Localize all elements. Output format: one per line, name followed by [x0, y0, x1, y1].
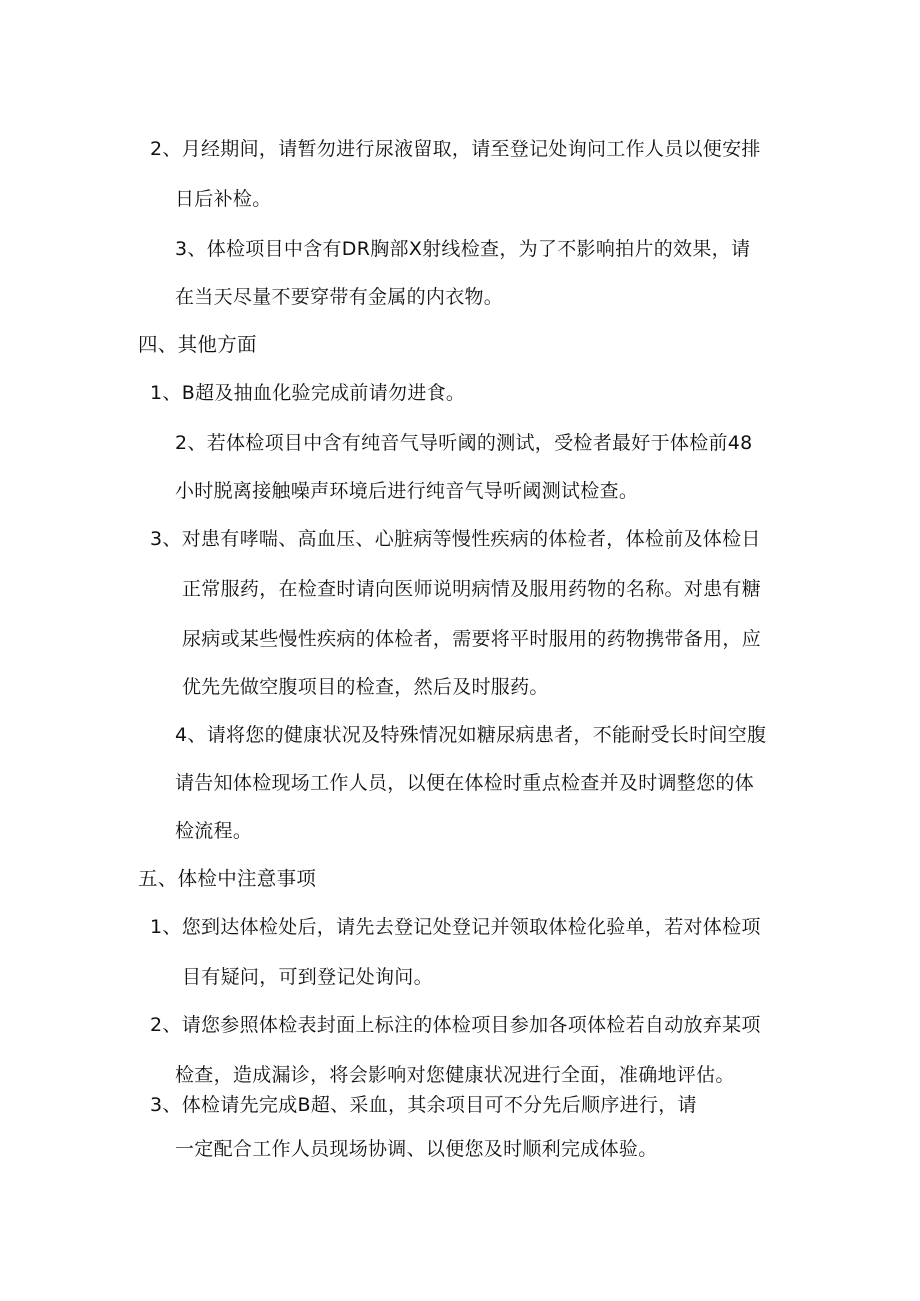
- text-line: 2、月经期间，请暂勿进行尿液留取，请至登记处询问工作人员以便安排: [150, 138, 761, 160]
- section-heading-other: 四、其他方面: [138, 333, 257, 356]
- text-line: 目有疑问，可到登记处询问。: [182, 966, 433, 988]
- text-line: 检流程。: [175, 820, 253, 842]
- text-line: 2、若体检项目中含有纯音气导听阈的测试，受检者最好于体检前48: [175, 432, 753, 454]
- text-line: 4、请将您的健康状况及特殊情况如糖尿病患者，不能耐受长时间空腹: [175, 724, 767, 746]
- text-line: 请告知体检现场工作人员，以便在体检时重点检查并及时调整您的体: [175, 772, 755, 794]
- text-line: 3、体检请先完成B超、采血，其余项目可不分先后顺序进行，请: [150, 1094, 697, 1116]
- text-line: 尿病或某些慢性疾病的体检者，需要将平时服用的药物携带备用，应: [182, 628, 762, 650]
- text-line: 一定配合工作人员现场协调、以便您及时顺利完成体验。: [175, 1138, 658, 1160]
- text-line: 1、B超及抽血化验完成前请勿进食。: [150, 382, 466, 404]
- text-line: 优先先做空腹项目的检查，然后及时服药。: [182, 676, 549, 698]
- text-line: 3、体检项目中含有DR胸部X射线检查，为了不影响拍片的效果，请: [175, 238, 751, 260]
- text-line: 小时脱离接触噪声环境后进行纯音气导听阈测试检查。: [175, 480, 639, 502]
- text-line: 正常服药，在检查时请向医师说明病情及服用药物的名称。对患有糖: [182, 578, 762, 600]
- text-line: 2、请您参照体检表封面上标注的体检项目参加各项体检若自动放弃某项: [150, 1014, 761, 1036]
- text-line: 在当天尽量不要穿带有金属的内衣物。: [175, 286, 504, 308]
- section-heading-during-exam: 五、体检中注意事项: [138, 867, 317, 890]
- text-line: 日后补检。: [175, 188, 272, 210]
- text-line: 3、对患有哮喘、高血压、心脏病等慢性疾病的体检者，体检前及体检日: [150, 528, 761, 550]
- text-line: 1、您到达体检处后，请先去登记处登记并领取体检化验单，若对体检项: [150, 916, 761, 938]
- text-line: 检查，造成漏诊，将会影响对您健康状况进行全面，准确地评估。: [175, 1064, 735, 1086]
